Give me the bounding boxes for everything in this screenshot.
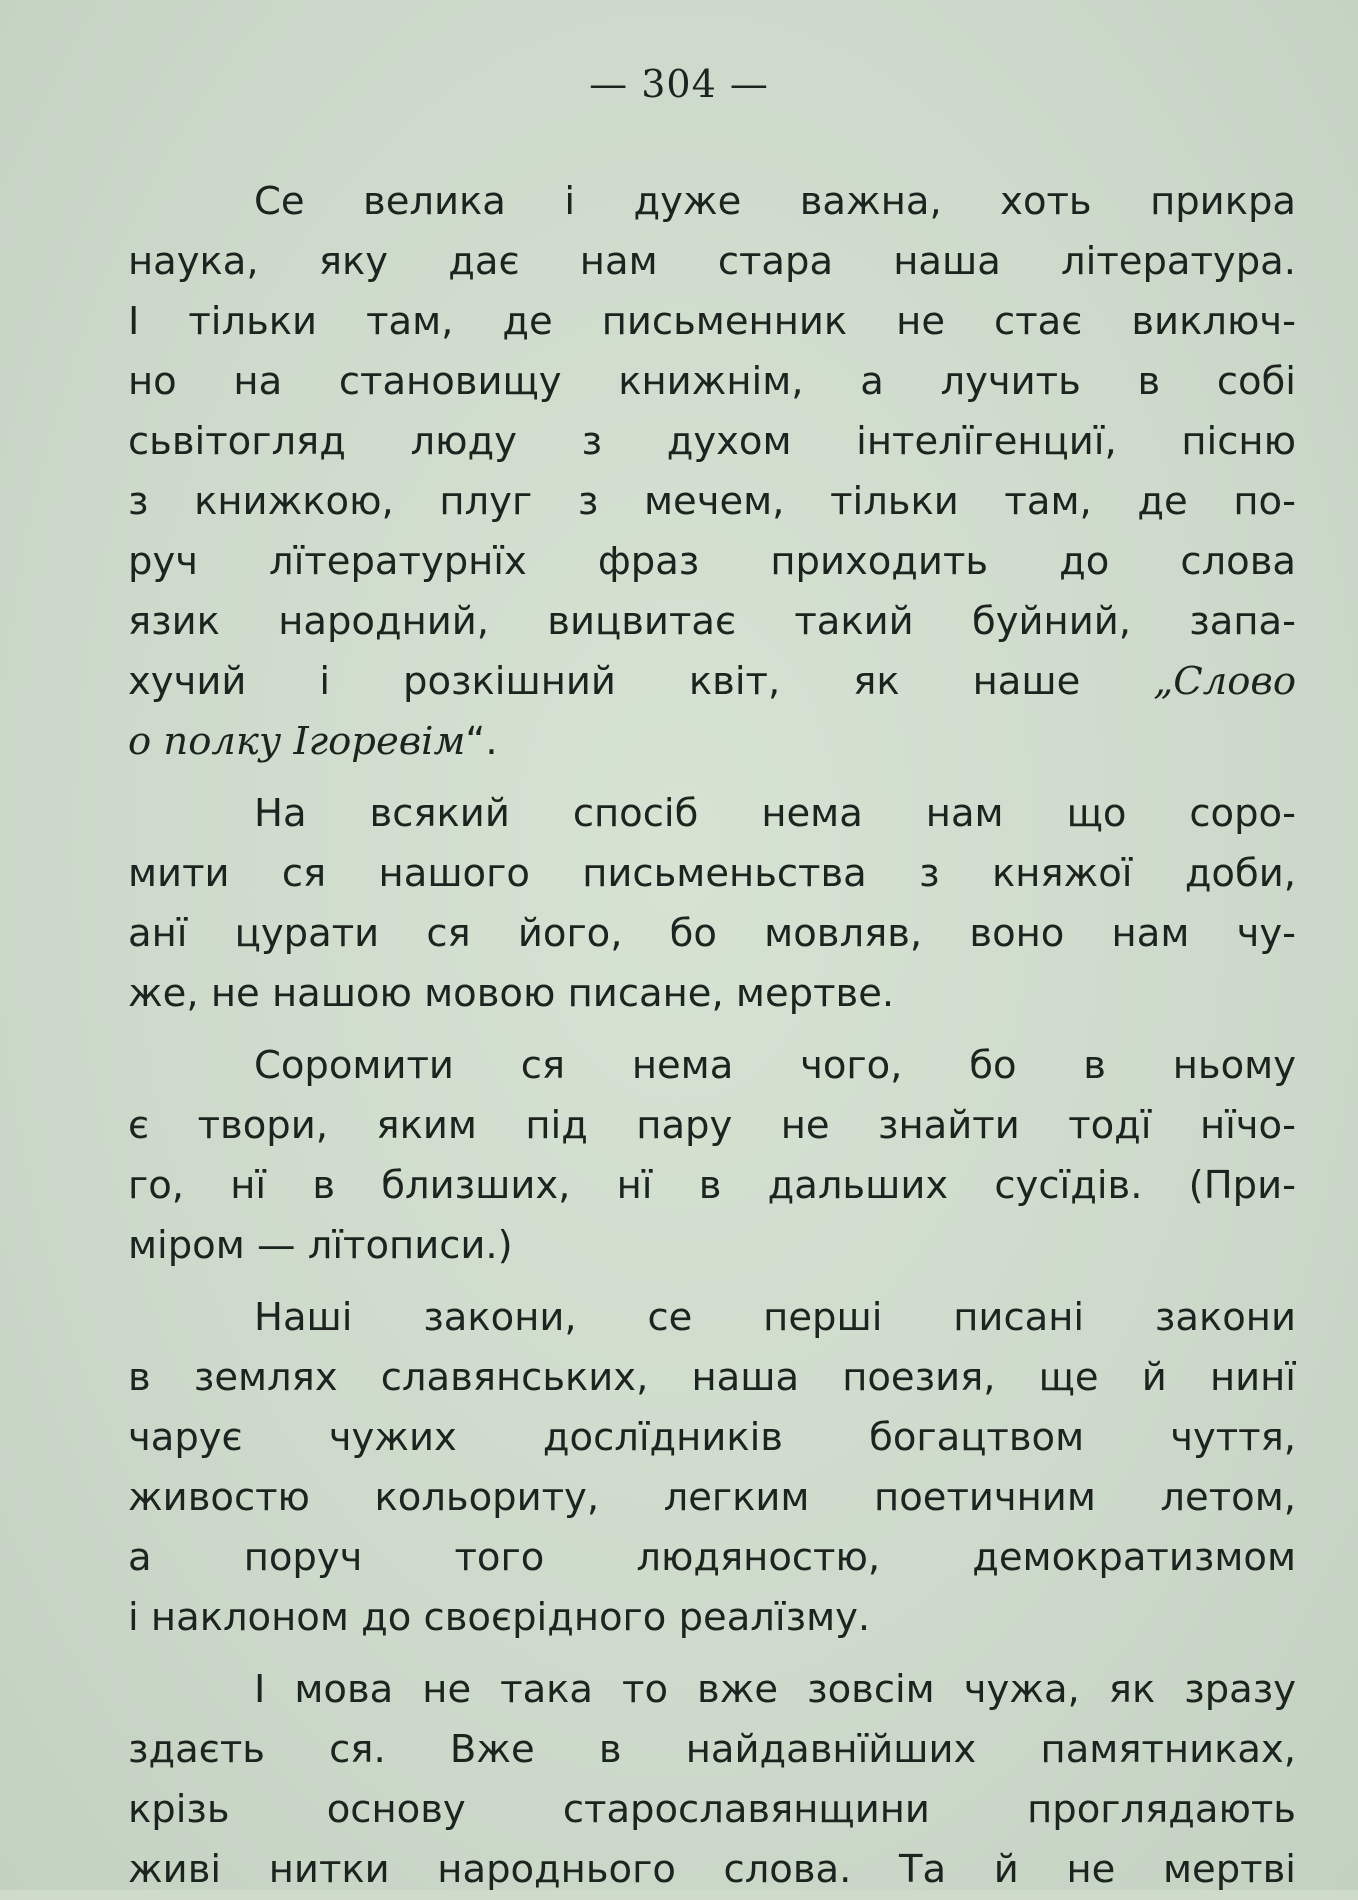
text-line: но на становищу книжнім, а лучить в собі (128, 359, 1296, 404)
text-line: живі нитки народнього слова. Та й не мертві (128, 1847, 1296, 1892)
paragraph (128, 1660, 1296, 1900)
paragraph (128, 784, 1296, 1024)
text-line: а поруч того людяностю, демократизмом (128, 1535, 1296, 1580)
text-line: в землях славянських, наша поезия, ще й нинї (128, 1355, 1296, 1400)
text-line: о полку Ігоревім“. (128, 719, 498, 764)
text-line: і наклоном до своєрідного реалїзму. (128, 1595, 871, 1640)
text-line: здаєть ся. Вже в найдавнїйших памятниках, (128, 1727, 1296, 1772)
text-line: наука, яку дає нам стара наша література. (128, 239, 1296, 284)
text-line: мити ся нашого письменьства з княжої доби, (128, 851, 1296, 896)
paragraph (128, 1036, 1296, 1276)
text-line: На всякий спосіб нема нам що соро- (254, 791, 1296, 836)
text-line: Се велика і дуже важна, хоть прикра (254, 179, 1296, 224)
text-line: чарує чужих дослїдників богацтвом чуття, (128, 1415, 1296, 1460)
text-line: є твори, яким під пару не знайти тодї нїчо- (128, 1103, 1296, 1148)
text-line: крізь основу старославянщини проглядають (128, 1787, 1296, 1832)
text-line: Наші закони, се перші писані закони (254, 1295, 1296, 1340)
text-line: сьвітогляд люду з духом інтелїгенциї, пісню (128, 419, 1296, 464)
text-line: анї цурати ся його, бо мовляв, воно нам чу- (128, 911, 1296, 956)
page-number: — 304 — (589, 62, 769, 106)
text-line: з книжкою, плуг з мечем, тільки там, де по- (128, 479, 1296, 524)
text-line: руч лїтературнїх фраз приходить до слова (128, 539, 1296, 584)
text-line: го, нї в близших, нї в дальших сусїдів. (При- (128, 1163, 1296, 1208)
text-line: живостю кольориту, легким поетичним летом, (128, 1475, 1296, 1520)
body-text (128, 172, 1296, 1900)
text-line: хучий і розкішний квіт, як наше „Слово (128, 659, 1296, 704)
text-line: І тільки там, де письменник не стає виключ- (128, 299, 1296, 344)
text-line: міром — лїтописи.) (128, 1223, 513, 1268)
text-line: Соромити ся нема чого, бо в ньому (254, 1043, 1296, 1088)
text-line: І мова не така то вже зовсім чужа, як зразу (254, 1667, 1296, 1712)
text-line: язик народний, вицвитає такий буйний, запа- (128, 599, 1296, 644)
paragraph (128, 1288, 1296, 1648)
paragraph (128, 172, 1296, 772)
text-line: же, не нашою мовою писане, мертве. (128, 971, 895, 1016)
